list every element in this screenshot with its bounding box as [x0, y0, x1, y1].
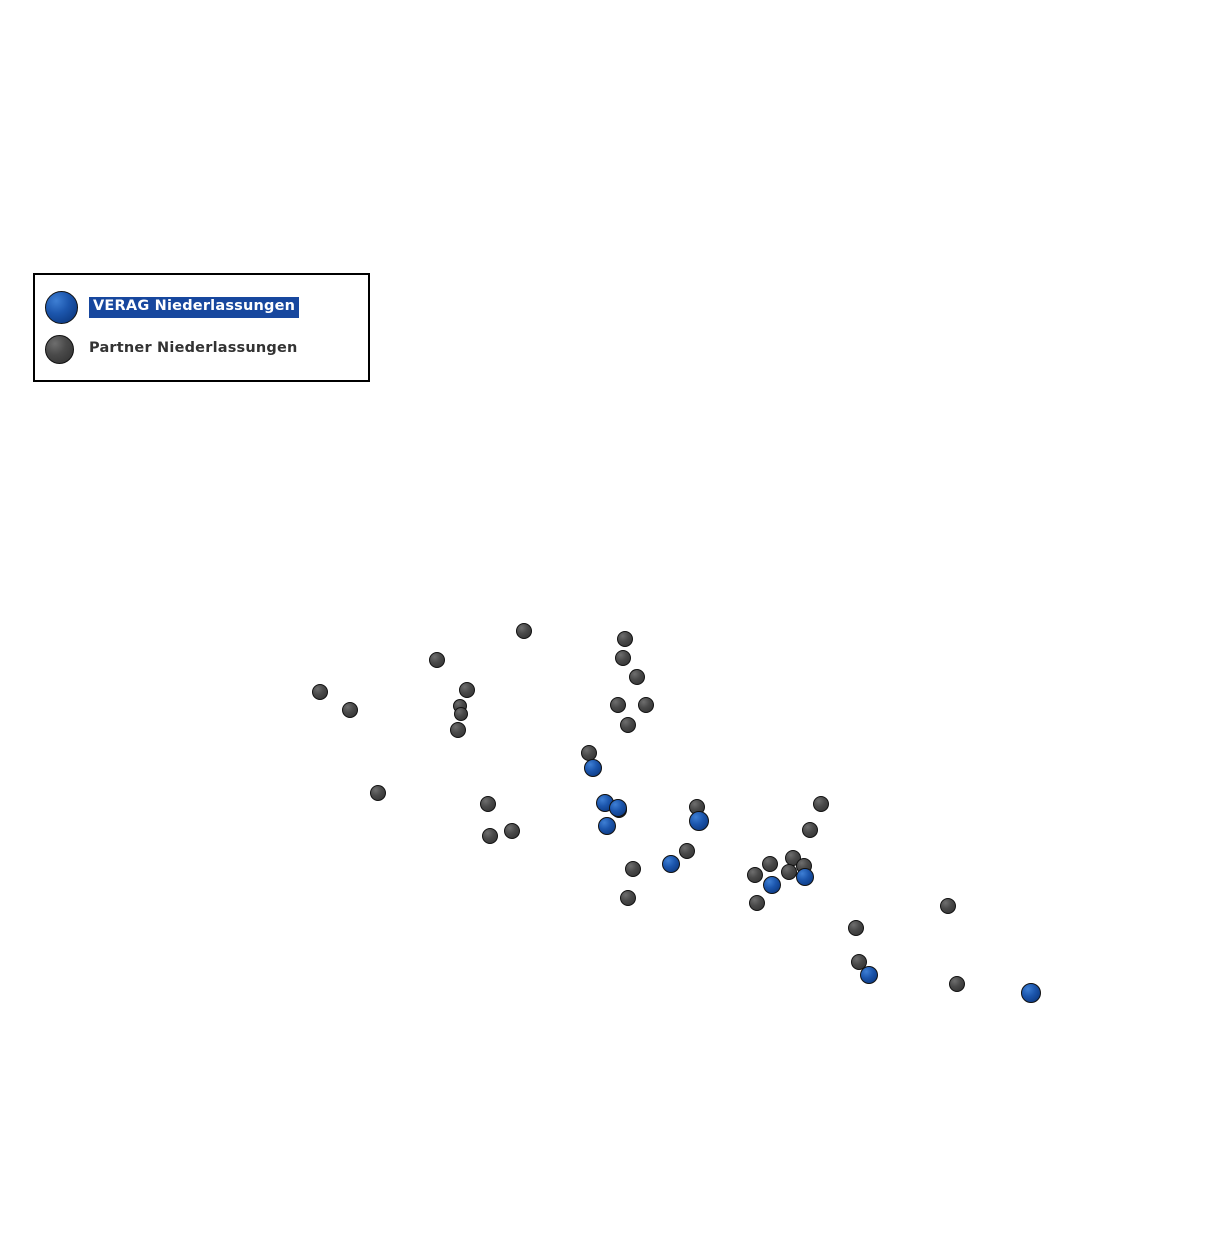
map-marker-partner[interactable]: [482, 828, 498, 844]
legend-label-verag: VERAG Niederlassungen: [89, 297, 299, 318]
map-marker-partner[interactable]: [940, 898, 956, 914]
map-marker-verag[interactable]: [609, 799, 627, 817]
map-legend: [33, 273, 370, 382]
map-marker-partner[interactable]: [813, 796, 829, 812]
map-marker-partner[interactable]: [370, 785, 386, 801]
map-marker-partner[interactable]: [620, 717, 636, 733]
map-marker-partner[interactable]: [454, 707, 468, 721]
map-marker-partner[interactable]: [802, 822, 818, 838]
map-marker-partner[interactable]: [749, 895, 765, 911]
map-marker-partner[interactable]: [342, 702, 358, 718]
map-marker-partner[interactable]: [516, 623, 532, 639]
map-marker-partner[interactable]: [610, 697, 626, 713]
map-marker-partner[interactable]: [747, 867, 763, 883]
map-marker-partner[interactable]: [638, 697, 654, 713]
legend-label-partner: Partner Niederlassungen: [89, 340, 298, 357]
map-marker-verag[interactable]: [689, 811, 709, 831]
map-marker-partner[interactable]: [762, 856, 778, 872]
map-marker-partner[interactable]: [480, 796, 496, 812]
map-marker-partner[interactable]: [679, 843, 695, 859]
map-marker-partner[interactable]: [617, 631, 633, 647]
map-marker-partner[interactable]: [625, 861, 641, 877]
map-marker-partner[interactable]: [949, 976, 965, 992]
map-marker-partner[interactable]: [312, 684, 328, 700]
map-marker-partner[interactable]: [459, 682, 475, 698]
circle-marker-icon-partner: [45, 335, 74, 364]
map-marker-verag[interactable]: [860, 966, 878, 984]
map-marker-partner[interactable]: [848, 920, 864, 936]
map-marker-partner[interactable]: [620, 890, 636, 906]
map-marker-partner[interactable]: [781, 864, 797, 880]
map-marker-verag[interactable]: [598, 817, 616, 835]
map-marker-partner[interactable]: [629, 669, 645, 685]
circle-marker-icon-verag: [45, 291, 78, 324]
legend-item-verag[interactable]: [45, 291, 299, 324]
map-marker-verag[interactable]: [662, 855, 680, 873]
map-marker-verag[interactable]: [1021, 983, 1041, 1003]
legend-item-partner[interactable]: [45, 335, 302, 364]
map-marker-partner[interactable]: [504, 823, 520, 839]
map-marker-partner[interactable]: [450, 722, 466, 738]
map-marker-partner[interactable]: [429, 652, 445, 668]
map-marker-verag[interactable]: [796, 868, 814, 886]
map-marker-verag[interactable]: [584, 759, 602, 777]
map-marker-verag[interactable]: [763, 876, 781, 894]
map-marker-partner[interactable]: [615, 650, 631, 666]
